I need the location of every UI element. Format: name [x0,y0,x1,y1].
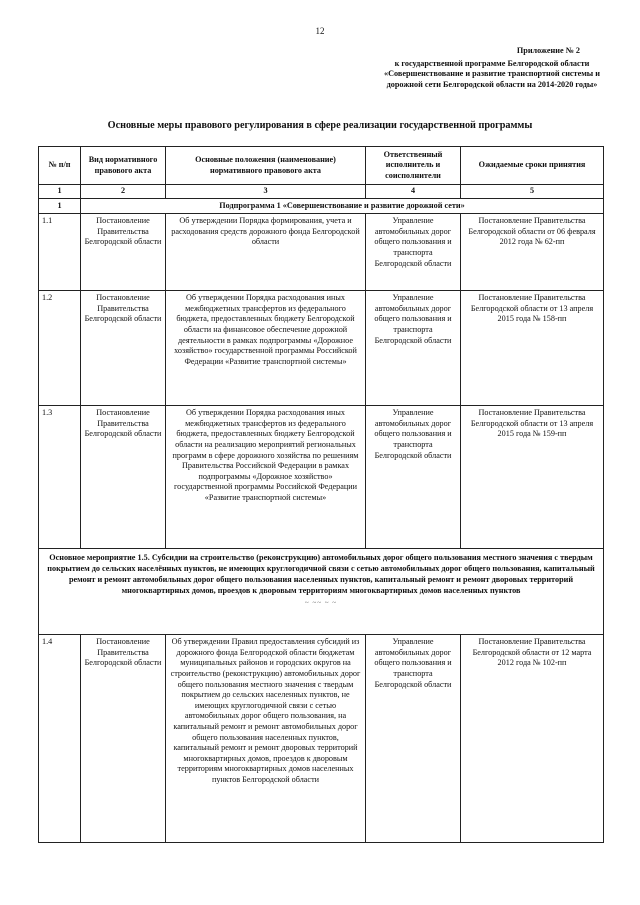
scan-marks: ~ ~~ ~ ~ [304,599,338,608]
document-title: Основные меры правового регулирования в сфере реализации государственной программы [107,120,533,131]
executor: Управление автомобильных дорог общего пользования и транспорта Белгородской области [366,291,461,406]
subprogram-label: Подпрограмма 1 «Совершенствование и развитие дорожной сети» [81,198,604,214]
page-number: 12 [315,26,325,36]
row-number: 1.4 [39,635,81,843]
executor: Управление автомобильных дорог общего пользования и транспорта Белгородской области [366,635,461,843]
act-type: Постановление Правительства Белгородской области [81,635,166,843]
act-content: Об утверждении Правил предоставления субсидий из дорожного фонда Белгородской области бюджетам муниципальных районов и городских округов на строительство (реконструкцию) автомобильных дорог общего пользования местного значения с твердым покрытием до сельских населенных пунктов, не имеющих круглогодичной связи с сетью автомобильных дорог общего пользования, на капитальный ремонт и ремонт автомобильных дорог общего пользования населенных пунктов, капитальный ремонт и ремонт дворовых территорий многоквартирных домов, проездов к дворовым территориям многоквартирных домов населенных пунктов Белгородской области [166,635,366,843]
annex-block [372,46,612,90]
executor: Управление автомобильных дорог общего пользования и транспорта Белгородской области [366,406,461,549]
adoption-term: Постановление Правительства Белгородской области от 13 апреля 2015 года № 159-пп [461,406,604,549]
annex-line: дорожной сети Белгородской области на 2014-2020 годы» [386,79,598,89]
column-number: 5 [461,185,604,199]
adoption-term: Постановление Правительства Белгородской области от 06 февраля 2012 года № 62-пп [461,214,604,291]
annex-heading: Приложение № 2 [516,46,580,55]
act-type: Постановление Правительства Белгородской области [81,214,166,291]
measure-cell [39,549,604,635]
measure-row [39,549,604,635]
subprogram-number: 1 [39,198,81,214]
header-cell: № п/п [39,147,81,185]
header-cell: Вид нормативного правового акта [81,147,166,185]
table-row [39,635,604,843]
header-cell: Ожидаемые сроки принятия [461,147,604,185]
annex-line: «Совершенствование и развитие транспортной системы и [384,69,600,78]
column-number: 3 [166,185,366,199]
act-content: Об утверждении Порядка расходования иных межбюджетных трансфертов из федерального бюджета, предоставленных бюджету Белгородской области на реализацию мероприятий региональных программ в сфере дорожного хозяйства по решениям Правительства Российской Федерации в рамках подпрограммы «Дорожное хозяйство» государственной программы Российской Федерации «Развитие транспортной системы» [166,406,366,549]
measure-text: Основное мероприятие 1.5. Субсидии на строительство (реконструкцию) автомобильных дорог общего пользования местного значения с твердым покрытием до сельских населённых пунктов, не имеющих круглогодичной связи с сетью автомобильных дорог общего пользования, капитальный ремонт и ремонт автомобильных дорог общего пользования населенных пунктов, капитальный ремонт и ремонт дворовых территорий многоквартирных домов, проездов к дворовым территориям многоквартирных домов населенных пунктов [47,553,595,595]
header-cell: Основные положения (наименование) нормативного правового акта [166,147,366,185]
regulation-table [38,146,604,843]
act-type: Постановление Правительства Белгородской области [81,406,166,549]
annex-line: к государственной программе Белгородской области [394,58,590,68]
act-type: Постановление Правительства Белгородской области [81,291,166,406]
table-row [39,214,604,291]
column-number: 1 [39,185,81,199]
header-cell: Ответственный исполнитель и соисполнители [366,147,461,185]
adoption-term: Постановление Правительства Белгородской области от 13 апреля 2015 года № 158-пп [461,291,604,406]
table-header-row [39,147,604,185]
column-number: 2 [81,185,166,199]
table-row [39,406,604,549]
row-number: 1.3 [39,406,81,549]
row-number: 1.1 [39,214,81,291]
adoption-term: Постановление Правительства Белгородской области от 12 марта 2012 года № 102-пп [461,635,604,843]
act-content: Об утверждении Порядка формирования, учета и расходования средств дорожного фонда Белгородской области [166,214,366,291]
subprogram-row [39,198,604,214]
table-row [39,291,604,406]
column-number: 4 [366,185,461,199]
executor: Управление автомобильных дорог общего пользования и транспорта Белгородской области [366,214,461,291]
row-number: 1.2 [39,291,81,406]
act-content: Об утверждении Порядка расходования иных межбюджетных трансфертов из федерального бюджета, предоставленных бюджету Белгородской области на финансовое обеспечение дорожной деятельности в рамках подпрограммы «Дорожное хозяйство» государственной программы Российской Федерации «Развитие транспортной системы» [166,291,366,406]
column-number-row [39,185,604,199]
